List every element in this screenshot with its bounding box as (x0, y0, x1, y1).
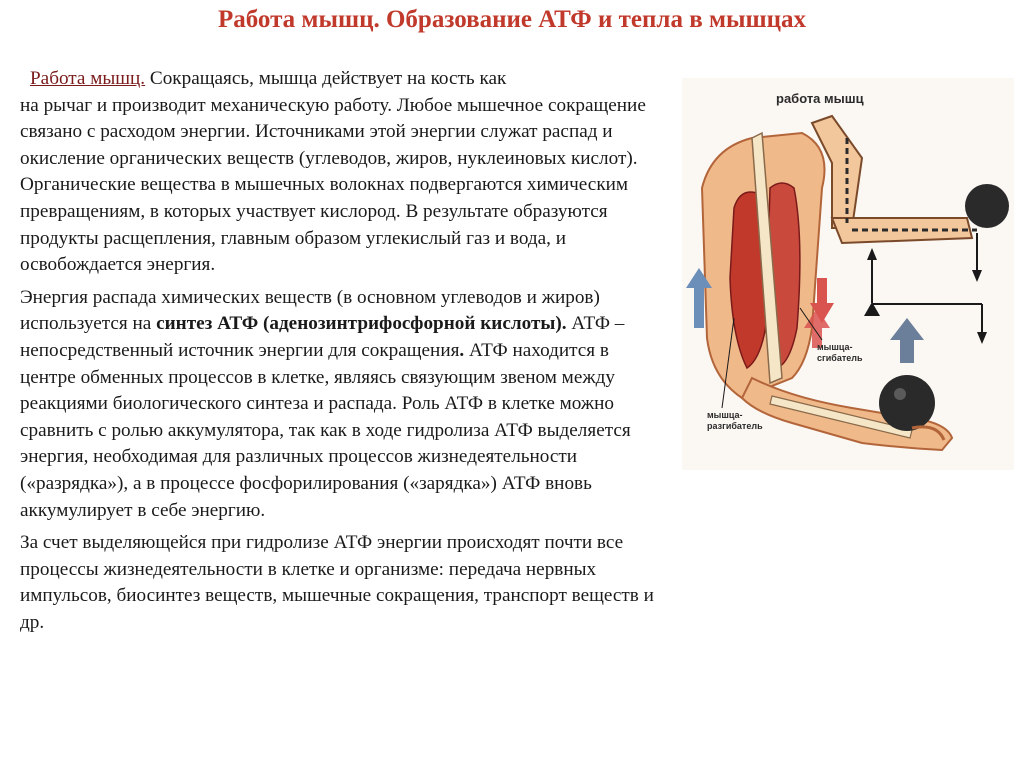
lever-up-arrow-icon (867, 248, 877, 260)
weight-ball-small-icon (965, 184, 1009, 228)
paragraph-1-lead: Работа мышц. (30, 68, 146, 89)
extensor-label-2: разгибатель (707, 421, 763, 431)
body-text (20, 66, 660, 642)
lever-down-arrow-icon (972, 270, 982, 282)
blue-up-arrow-icon (890, 318, 924, 363)
weight-ball-icon (879, 375, 935, 431)
paragraph-2-atp-synthesis: синтез АТФ (аденозинтрифосфорной кислоты). (156, 313, 567, 335)
muscle-work-figure (682, 78, 1014, 470)
arm-illustration (682, 78, 1014, 470)
paragraph-2-part-c: АТФ находится в центре обменных процессов в клетке, являясь связующим звеном между реакциями биологического синтеза и распада. Роль АТФ в клетке можно сравнить с ролью аккумулятора, так как в ходе гидролиза АТФ выделяется энергия, необходимая для различных процессов жизнедеятельности («разрядка»), а в процессе фосфорилирования («зарядка») АТФ вновь аккумулирует в себе энергию. (20, 339, 631, 521)
paragraph-2-dot: . (459, 339, 465, 361)
figure-label-top: работа мышц (776, 91, 864, 106)
paragraph-1-line-1-rest: Сокращаясь, мышца действует на кость как (145, 68, 507, 89)
lever-effort-arrow-icon (977, 332, 987, 344)
flexor-label-2: сгибатель (817, 353, 863, 363)
paragraph-2-part-b: АТФ – непосредственный источник энергии для сокращения (20, 313, 625, 361)
flexor-label-1: мышца- (817, 342, 853, 352)
paragraph-2 (20, 285, 660, 524)
slide-title: Работа мышц. Образование АТФ и тепла в мышцах (217, 6, 806, 33)
paragraph-1-body: на рычаг и производит механическую работу. Любое мышечное сокращение связано с расходом энергии. Источниками этой энергии служат распад и окисление органических веществ (углеводов, жиров, нуклеиновых кислот). Органические вещества в мышечных волокнах подвергаются химическим превращениям, в которых участвует кислород. В результате образуются продукты расщепления, главным образом углекислый газ и вода, и освобождается энергия. (20, 94, 646, 276)
lever-diagram (812, 116, 1009, 363)
paragraph-2-part-a: Энергия распада химических веществ (в основном углеводов и жиров) используется на (20, 286, 600, 335)
anatomical-arm (686, 133, 952, 450)
extensor-label-1: мышца- (707, 410, 743, 420)
paragraph-3: За счет выделяющейся при гидролизе АТФ энергии происходят почти все процессы жизнедеятельности в клетке и организме: передача нервных импульсов, биосинтез веществ, мышечные сокращения, транспорт веществ и др. (20, 532, 654, 633)
paragraph-1-line-1 (20, 66, 660, 93)
